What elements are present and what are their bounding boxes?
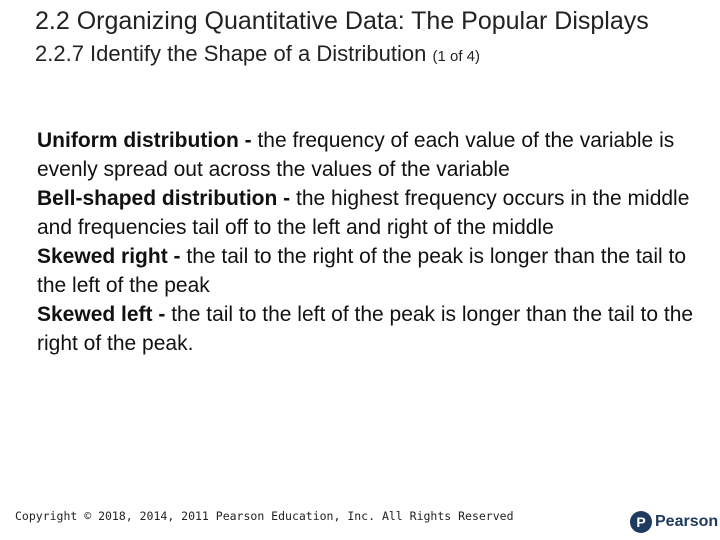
pearson-logo-icon: P [630,511,652,533]
definition-term: Skewed left - [37,303,166,326]
copyright-footer: Copyright © 2018, 2014, 2011 Pearson Education, Inc. All Rights Reserved [15,509,514,523]
slide-title-block [35,6,695,71]
definition-text: the tail to the right of the peak is longer than the tail to the left of the peak [37,245,687,297]
definition-uniform [37,126,697,184]
pearson-logo-wordmark: Pearson [655,513,719,530]
definition-text: the tail to the left of the peak is longer than the tail to the right of the peak. [37,303,694,355]
definition-skewed-left [37,300,697,358]
subtitle-text: 2.2.7 Identify the Shape of a Distribution [35,41,427,66]
pearson-logo [630,510,718,534]
part-indicator: (1 of 4) [432,48,481,65]
definition-skewed-right [37,242,697,300]
definition-term: Uniform distribution - [37,129,252,152]
slide-title: 2.2 Organizing Quantitative Data: The Popular Displays [35,7,649,35]
definition-term: Skewed right - [37,245,181,268]
definition-bell-shaped [37,184,697,242]
definition-text: the frequency of each value of the variable is evenly spread out across the values of the variable [37,129,675,181]
definition-term: Bell-shaped distribution - [37,187,291,210]
definition-text: the highest frequency occurs in the middle and frequencies tail off to the left and right of the middle [37,187,690,239]
definitions-list [37,126,697,358]
slide-subtitle [35,40,695,71]
